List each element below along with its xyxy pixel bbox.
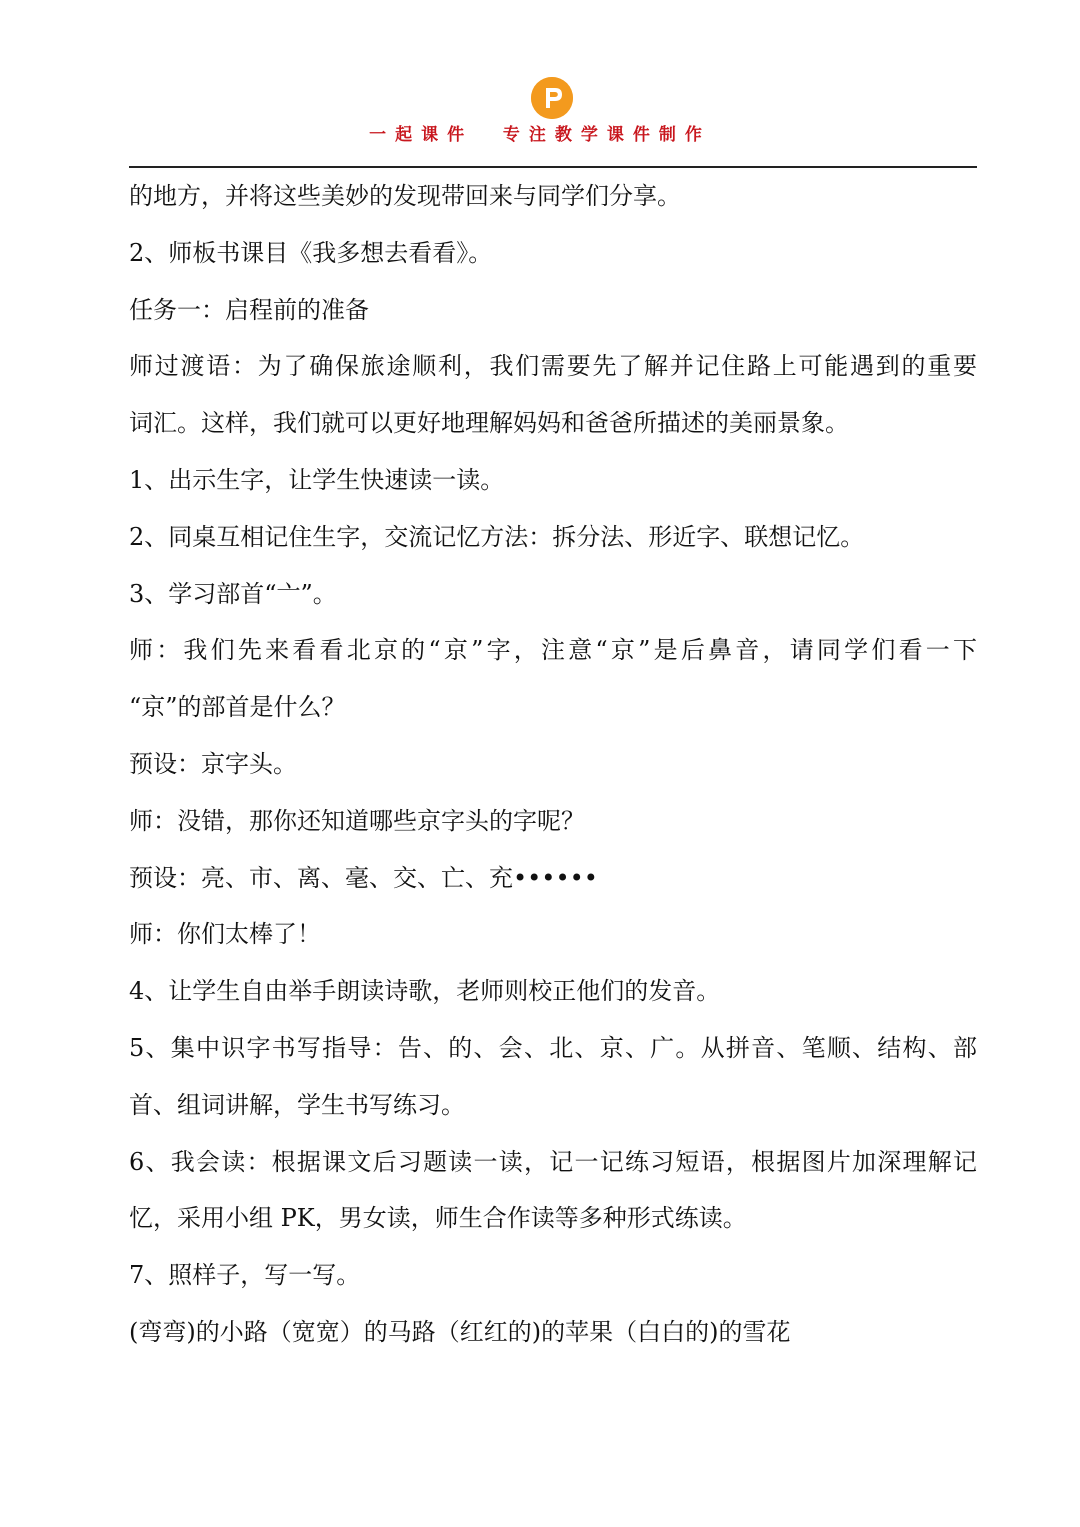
paragraph-line: 3、学习部首“亠”。 — [129, 579, 337, 608]
header-tagline: 一起课件 专注教学课件制作 — [369, 125, 711, 145]
paragraph-line: 师：没错，那你还知道哪些京字头的字呢？ — [129, 806, 585, 835]
paragraph-line: 师：我们先来看看北京的“京”字，注意“京”是后鼻音，请同学们看一下 — [129, 636, 977, 665]
logo-p-glyph — [531, 77, 573, 119]
paragraph-line: 6、我会读：根据课文后习题读一读，记一记练习短语，根据图片加深理解记 — [129, 1147, 977, 1176]
paragraph-line: (弯弯)的小路（宽宽）的马路（红红的)的苹果（白白的)的雪花 — [129, 1317, 791, 1346]
paragraph-line: 5、集中识字书写指导：告、的、会、北、京、广。从拼音、笔顺、结构、部 — [129, 1033, 977, 1062]
paragraph-line: 师：你们太棒了！ — [129, 920, 321, 949]
paragraph-line: “京”的部首是什么？ — [129, 693, 346, 722]
paragraph-line: 师过渡语：为了确保旅途顺利，我们需要先了解并记住路上可能遇到的重要 — [129, 352, 977, 381]
paragraph-line: 的地方，并将这些美妙的发现带回来与同学们分享。 — [129, 182, 681, 210]
paragraph-line: 2、同桌互相记住生字，交流记忆方法：拆分法、形近字、联想记忆。 — [129, 522, 865, 551]
logo-icon — [531, 77, 573, 119]
document-body — [129, 175, 977, 1368]
paragraph-line: 2、师板书课目《我多想去看看》。 — [129, 238, 493, 267]
paragraph-line: 预设：京字头。 — [129, 749, 297, 778]
paragraph-line: 4、让学生自由举手朗读诗歌，老师则校正他们的发音。 — [129, 977, 721, 1006]
paragraph-line: 预设：亮、市、离、毫、交、亡、充•••••• — [129, 863, 598, 892]
section-heading: 任务一：启程前的准备 — [129, 295, 369, 324]
page-header — [0, 0, 1080, 170]
paragraph-line: 忆，采用小组 PK，男女读，师生合作读等多种形式练读。 — [129, 1204, 747, 1233]
header-divider — [129, 166, 977, 168]
paragraph-line: 1、出示生字，让学生快速读一读。 — [129, 465, 505, 494]
paragraph-line: 7、照样子，写一写。 — [129, 1261, 361, 1290]
paragraph-line: 首、组词讲解，学生书写练习。 — [129, 1090, 465, 1119]
paragraph-line: 词汇。这样，我们就可以更好地理解妈妈和爸爸所描述的美丽景象。 — [129, 409, 849, 438]
